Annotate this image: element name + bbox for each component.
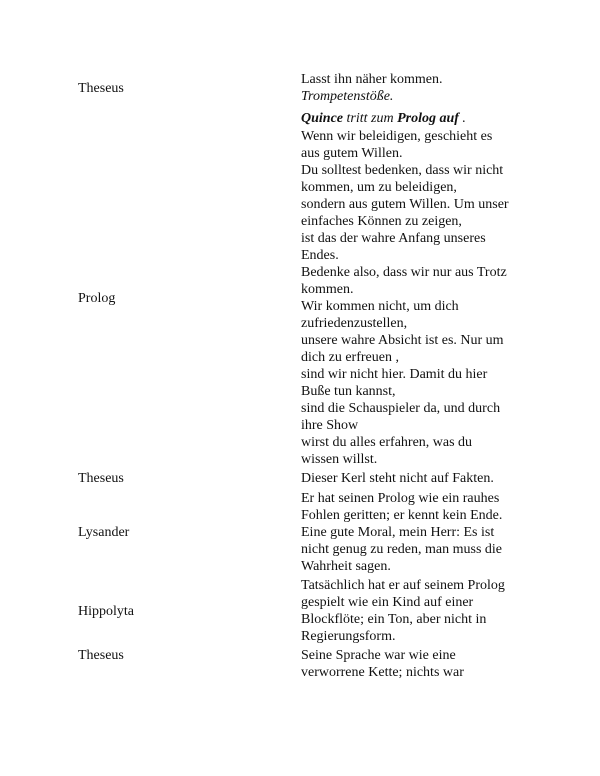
speech-text (301, 128, 531, 468)
speech-line: Tatsächlich hat er auf seinem Prolog (301, 578, 505, 593)
stage-direction (301, 88, 531, 105)
speech-line: Regierungsform. (301, 629, 396, 644)
speech-text (301, 577, 531, 645)
speech-line: ihre Show (301, 418, 359, 433)
speech-line: Wenn wir beleidigen, geschieht es (301, 129, 493, 144)
speech-line: dich zu erfreuen , (301, 350, 399, 365)
speech-line: wirst du alles erfahren, was du (301, 435, 473, 450)
speech-line: sondern aus gutem Willen. Um unser (301, 197, 509, 212)
stage-direction-emphasis: Prolog auf (397, 111, 459, 126)
speaker-name: Theseus (78, 81, 124, 96)
speaker-name: Theseus (78, 648, 124, 663)
speech-line: kommen. (301, 282, 354, 297)
speech-text (301, 71, 531, 88)
speech-line: Er hat seinen Prolog wie ein rauhes (301, 491, 500, 506)
speech-line: Wahrheit sagen. (301, 559, 391, 574)
speech-line: zufriedenzustellen, (301, 316, 408, 331)
speech-line: Du solltest bedenken, dass wir nicht (301, 163, 504, 178)
speech-line: Fohlen geritten; er kennt kein Ende. (301, 508, 503, 523)
speech-line: Bedenke also, dass wir nur aus Trotz (301, 265, 507, 280)
stage-direction-end: . (458, 111, 466, 126)
speech-line: sind die Schauspieler da, und durch (301, 401, 501, 416)
speech-text (301, 647, 531, 681)
speech-line: Blockflöte; ein Ton, aber nicht in (301, 612, 487, 627)
speech-line: Eine gute Moral, mein Herr: Es ist (301, 525, 495, 540)
speech-line: Lasst ihn näher kommen. (301, 72, 443, 87)
speaker-name: Prolog (78, 291, 116, 306)
stage-direction-text: tritt zum (343, 111, 398, 126)
speaker-name: Lysander (78, 525, 130, 540)
speech-line: aus gutem Willen. (301, 146, 403, 161)
speech-line: Seine Sprache war wie eine (301, 648, 456, 663)
speech-line: Dieser Kerl steht nicht auf Fakten. (301, 471, 494, 486)
stage-direction-line: Trompetenstöße. (301, 89, 394, 104)
speech-line: kommen, um zu beleidigen, (301, 180, 457, 195)
speaker-name: Theseus (78, 471, 124, 486)
speech-line: sind wir nicht hier. Damit du hier (301, 367, 488, 382)
speech-text (301, 490, 531, 575)
speech-line: unsere wahre Absicht ist es. Nur um (301, 333, 504, 348)
speech-line: Buße tun kannst, (301, 384, 396, 399)
speech-line: ist das der wahre Anfang unseres (301, 231, 486, 246)
stage-direction (301, 110, 531, 127)
speech-line: gespielt wie ein Kind auf einer (301, 595, 474, 610)
speech-line: Wir kommen nicht, um dich (301, 299, 459, 314)
speech-text (301, 470, 531, 487)
speech-line: Endes. (301, 248, 339, 263)
character-name: Quince (301, 111, 343, 126)
speech-line: nicht genug zu reden, man muss die (301, 542, 503, 557)
speech-line: einfaches Können zu zeigen, (301, 214, 462, 229)
speech-line: wissen willst. (301, 452, 378, 467)
stage-direction-line (301, 110, 531, 127)
speaker-name: Hippolyta (78, 604, 134, 619)
speech-line: verworrene Kette; nichts war (301, 665, 464, 680)
